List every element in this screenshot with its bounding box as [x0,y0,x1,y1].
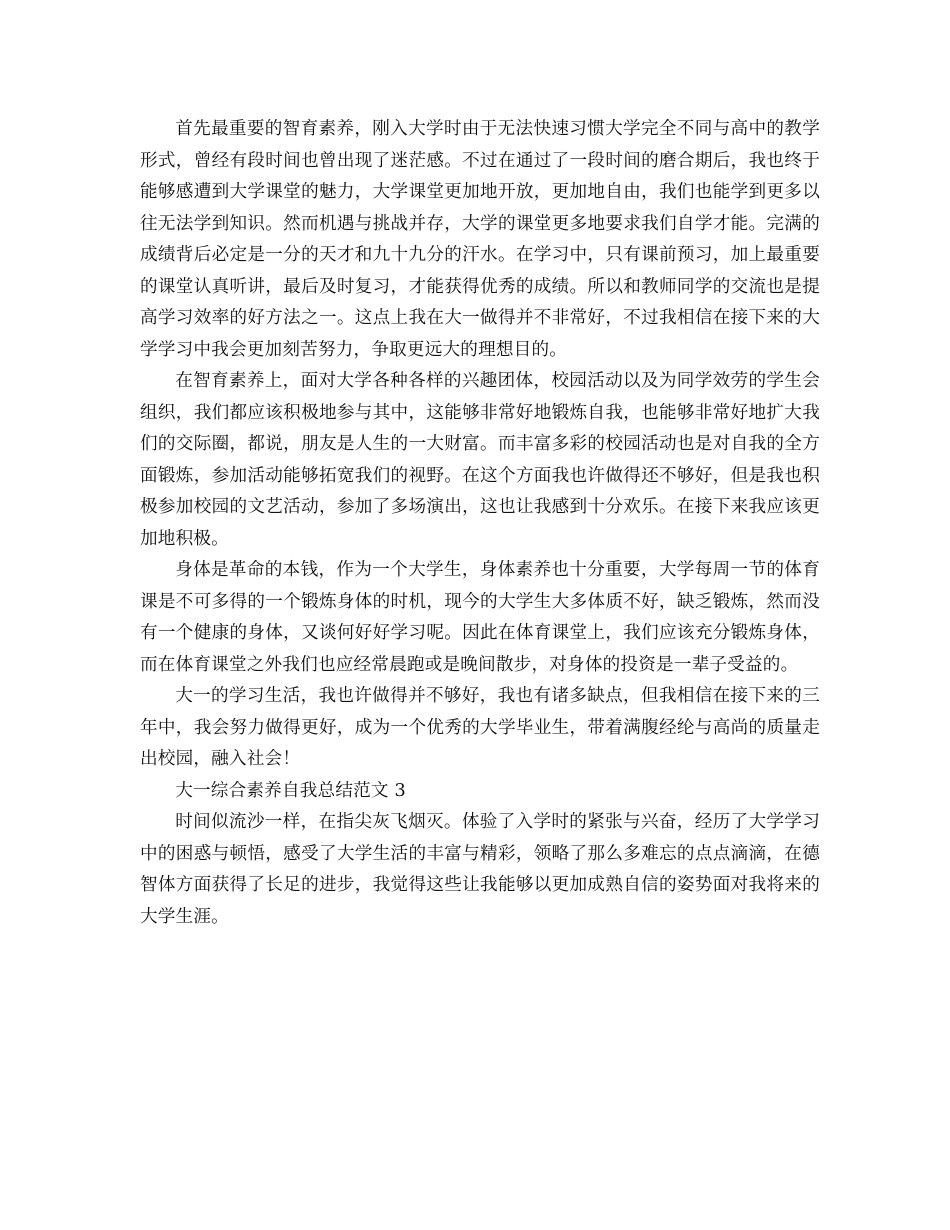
document-body [140,114,820,933]
paragraph-conclusion: 大一的学习生活，我也许做得并不够好，我也有诸多缺点，但我相信在接下来的三年中，我会努力做得更好，成为一个优秀的大学毕业生，带着满腹经纶与高尚的质量走出校园，融入社会！ [140,686,820,769]
paragraph-sample-3-intro: 时间似流沙一样，在指尖灰飞烟灭。体验了入学时的紧张与兴奋，经历了大学学习中的困惑与顿悟，感受了大学生活的丰富与精彩，领略了那么多难忘的点点滴滴，在德智体方面获得了长足的进步，我觉得这些让我能够以更加成熟自信的姿势面对我将来的大学生涯。 [140,812,820,927]
paragraph-intellectual-quality: 首先最重要的智育素养，刚入大学时由于无法快速习惯大学完全不同与高中的教学形式，曾经有段时间也曾出现了迷茫感。不过在通过了一段时间的磨合期后，我也终于能够感遭到大学课堂的魅力，大学课堂更加地开放，更加地自由，我们也能学到更多以往无法学到知识。然而机遇与挑战并存，大学的课堂更多地要求我们自学才能。完满的成绩背后必定是一分的天才和九十九分的汗水。在学习中，只有课前预习，加上最重要的课堂认真听讲，最后及时复习，才能获得优秀的成绩。所以和教师同学的交流也是提高学习效率的好方法之一。这点上我在大一做得并不非常好，不过我相信在接下来的大学学习中我会更加刻苦努力，争取更远大的理想目的。 [140,119,820,360]
section-heading: 大一综合素养自我总结范文 3 [175,780,406,801]
paragraph-physical-quality: 身体是革命的本钱，作为一个大学生，身体素养也十分重要，大学每周一节的体育课是不可多得的一个锻炼身体的时机，现今的大学生大多体质不好，缺乏锻炼，然而没有一个健康的身体，又谈何好好学习呢。因此在体育课堂上，我们应该充分锻炼身体，而在体育课堂之外我们也应经常晨跑或是晚间散步，对身体的投资是一辈子受益的。 [140,560,820,675]
paragraph-activities: 在智育素养上，面对大学各种各样的兴趣团体，校园活动以及为同学效劳的学生会组织，我们都应该积极地参与其中，这能够非常好地锻炼自我，也能够非常好地扩大我们的交际圈，都说，朋友是人生的一大财富。而丰富多彩的校园活动也是对自我的全方面锻炼，参加活动能够拓宽我们的视野。在这个方面我也许做得还不够好，但是我也积极参加校园的文艺活动，参加了多场演出，这也让我感到十分欢乐。在接下来我应该更加地积极。 [140,371,820,549]
